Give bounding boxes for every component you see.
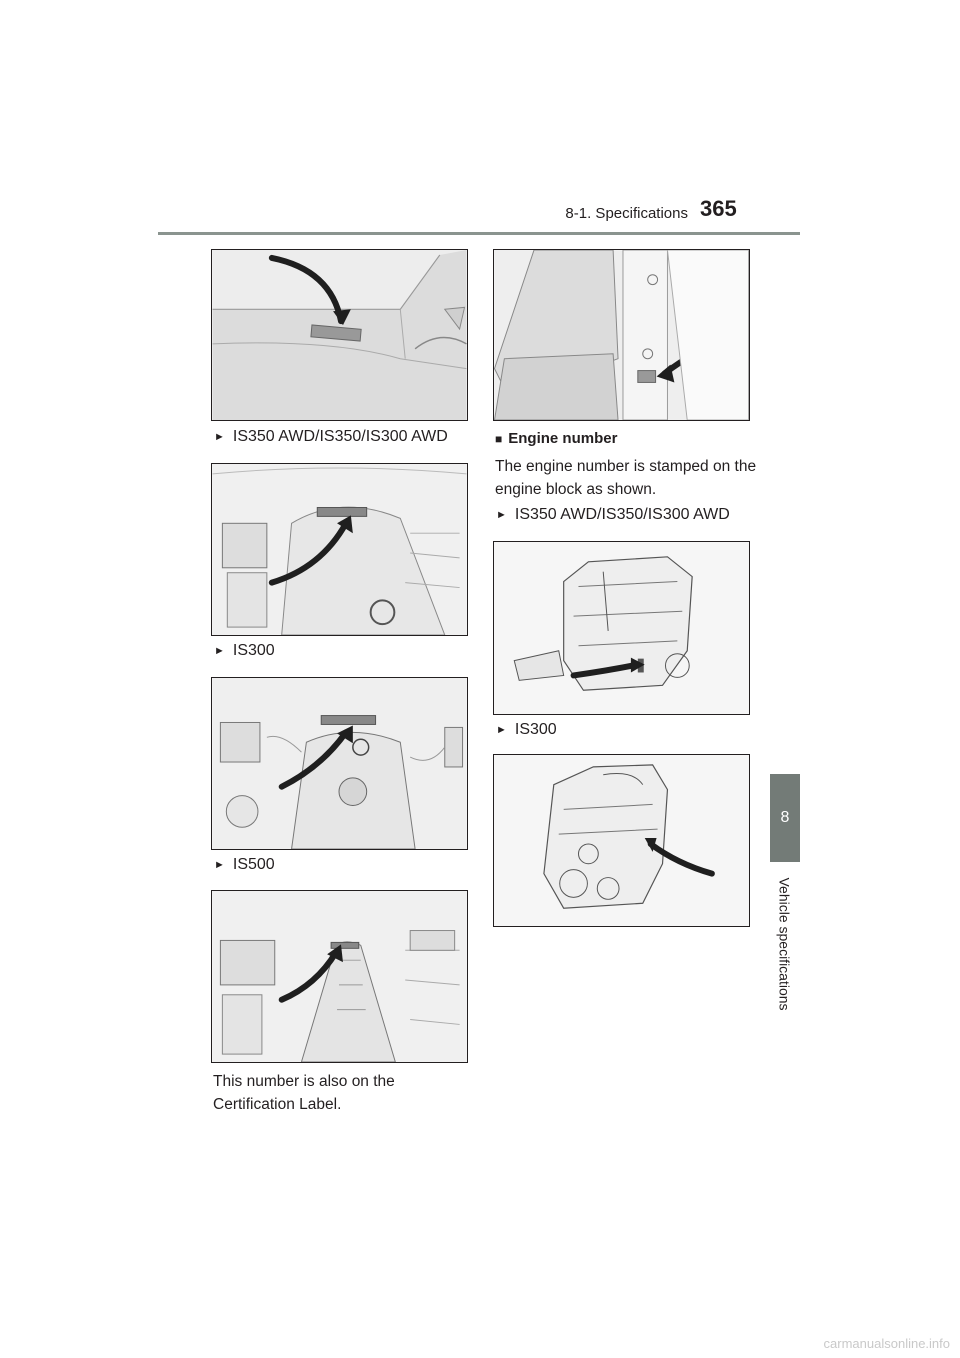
section-heading-engine-number: ■ Engine number <box>495 430 618 447</box>
section-title: 8-1. Specifications <box>565 205 688 222</box>
caption-is350-awd-left: ► IS350 AWD/IS350/IS300 AWD <box>214 428 448 445</box>
engine-bay-is300-illustration <box>211 677 468 850</box>
engine-bay-drawing-2 <box>212 678 467 849</box>
right-triangle-icon: ► <box>214 431 225 443</box>
vin-plate-dashboard-illustration <box>211 249 468 421</box>
engine-block-is300-illustration <box>493 754 750 927</box>
chapter-tab <box>770 774 800 862</box>
page-number: 365 <box>700 196 737 221</box>
caption-is300-right: ► IS300 <box>496 721 557 738</box>
chapter-title: Vehicle specifications <box>777 877 794 1011</box>
caption-is300-left: ► IS300 <box>214 642 275 659</box>
header-divider <box>158 232 800 235</box>
right-triangle-icon: ► <box>496 509 507 521</box>
chapter-number: 8 <box>780 809 790 826</box>
engine-bay-is500-illustration <box>211 890 468 1063</box>
door-pillar-drawing <box>494 250 749 420</box>
right-triangle-icon: ► <box>214 645 225 657</box>
square-bullet-icon: ■ <box>495 432 503 446</box>
door-pillar-label-illustration <box>493 249 750 421</box>
chapter-title-vertical <box>772 874 798 1014</box>
caption-is350-awd-right: ► IS350 AWD/IS350/IS300 AWD <box>496 506 730 523</box>
engine-block-drawing-1 <box>494 542 749 714</box>
right-triangle-icon: ► <box>496 724 507 736</box>
engine-block-drawing-2 <box>494 755 749 926</box>
engine-bay-drawing-3 <box>212 891 467 1062</box>
right-triangle-icon: ► <box>214 859 225 871</box>
engine-number-description: The engine number is stamped on the engine block as shown. <box>495 458 757 498</box>
engine-block-is350-illustration <box>493 541 750 715</box>
engine-bay-is350-illustration <box>211 463 468 636</box>
certification-note: This number is also on the Certification Label. <box>213 1073 395 1113</box>
dashboard-drawing <box>212 250 467 420</box>
caption-is500: ► IS500 <box>214 856 275 873</box>
footer-watermark: carmanualsonline.info <box>823 1336 950 1351</box>
engine-bay-drawing-1 <box>212 464 467 635</box>
